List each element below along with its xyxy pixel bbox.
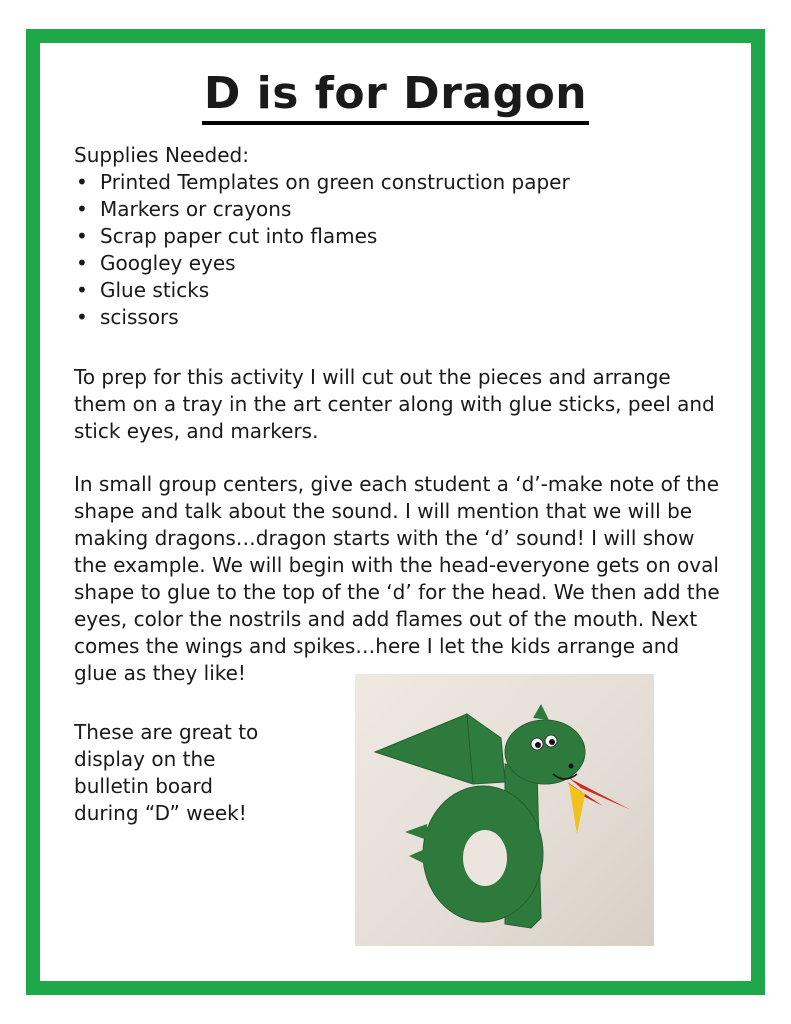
list-item: • Scrap paper cut into flames (74, 223, 724, 250)
dragon-head (505, 720, 585, 784)
centers-paragraph: In small group centers, give each student a ‘d’-make note of the shape and talk about the sound. I will mention that we will be making dragons…dragon starts with the ‘d’ sound! I will show the example. We will begin with the head-everyone gets on oval shape to glue to the top of the ‘d’ for the head. We then add the eyes, color the nostrils and add flames out of the mouth. Next comes the wings and spikes…here I let the kids arrange and glue as they like! (74, 472, 720, 685)
dragon-head-spike (533, 704, 549, 720)
display-paragraph: These are great to display on the bulletin board during “D” week! (74, 720, 259, 825)
list-item: • Googley eyes (74, 250, 724, 277)
dragon-d-hole (463, 830, 507, 886)
list-item: • scissors (74, 304, 724, 331)
prep-paragraph: To prep for this activity I will cut out the pieces and arrange them on a tray in the art center along with glue sticks, peel and stick eyes, and markers. (74, 365, 715, 443)
googly-eye-pupil (535, 742, 541, 748)
list-item: • Printed Templates on green construction paper (74, 169, 724, 196)
flame-yellow (569, 784, 585, 834)
dragon-wing-left (375, 714, 473, 784)
dragon-nostril (569, 764, 574, 769)
dragon-wing-right (467, 714, 505, 784)
list-item: • Glue sticks (74, 277, 724, 304)
dragon-spike (405, 824, 427, 840)
supplies-list (74, 169, 724, 331)
page-title (0, 66, 791, 125)
dragon-craft-illustration (355, 674, 654, 946)
dragon-spike (409, 849, 425, 864)
supplies-section (74, 142, 724, 331)
list-item: • Markers or crayons (74, 196, 724, 223)
page-title-text: D is for Dragon (202, 67, 589, 125)
googly-eye-pupil (549, 739, 555, 745)
supplies-heading: Supplies Needed: (74, 143, 249, 167)
dragon-craft-photo (355, 674, 654, 946)
